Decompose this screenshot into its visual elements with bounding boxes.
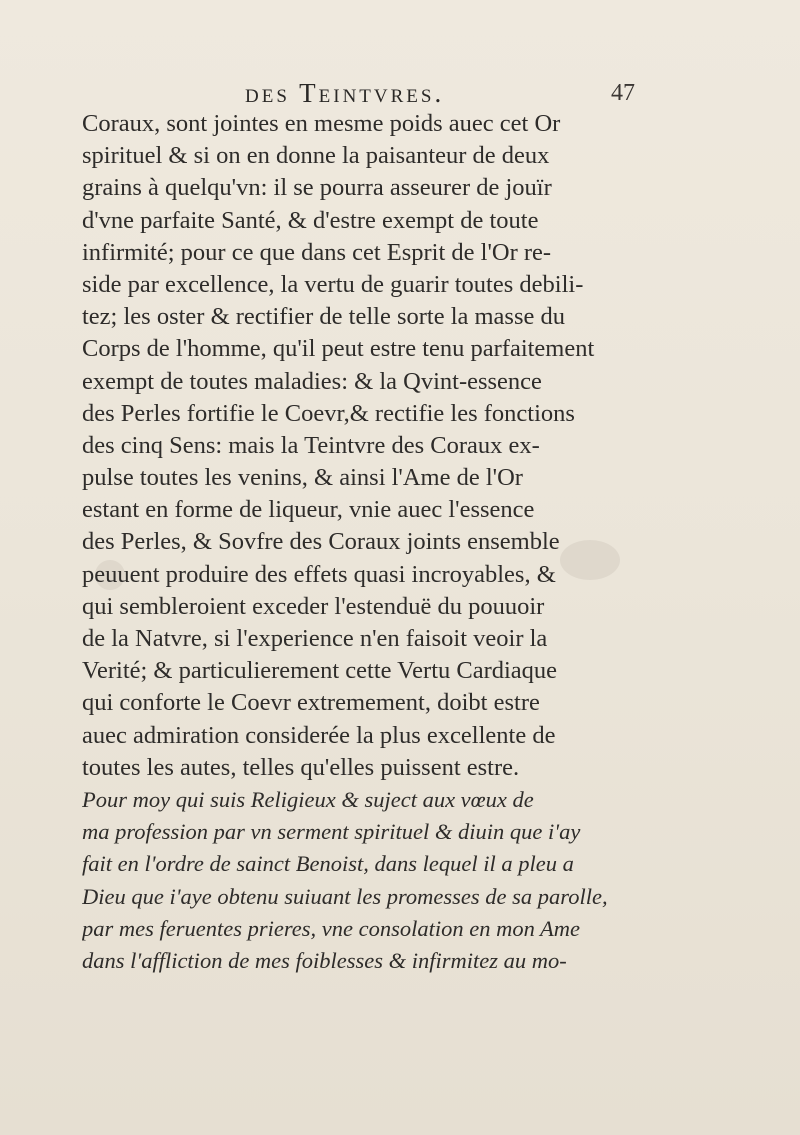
running-head: des Teintvres. bbox=[245, 78, 445, 108]
text-line: des Perles fortifie le Coevr,& rectifie les fonctions bbox=[82, 399, 575, 427]
text-line: Corps de l'homme, qu'il peut estre tenu parfaitement bbox=[82, 335, 595, 363]
text-line: infirmité; pour ce que dans cet Esprit de l'Or re- bbox=[82, 238, 552, 266]
text-line: toutes les autes, telles qu'elles puissent estre. bbox=[82, 753, 520, 781]
text-line: exempt de toutes maladies: & la Qvint-essence bbox=[82, 367, 542, 395]
text-line: grains à quelqu'vn: il se pourra asseurer de jouïr bbox=[82, 174, 552, 202]
text-line: des Perles, & Sovfre des Coraux joints ensemble bbox=[82, 528, 560, 556]
text-line: tez; les oster & rectifier de telle sorte la masse du bbox=[82, 303, 566, 331]
text-line: fait en l'ordre de sainct Benoist, dans lequel il a pleu a bbox=[82, 851, 574, 877]
body-text bbox=[82, 108, 628, 977]
text-line: side par excellence, la vertu de guarir toutes debili- bbox=[82, 270, 584, 298]
page-header bbox=[0, 78, 800, 108]
text-line: qui conforte le Coevr extremement, doibt estre bbox=[82, 689, 540, 717]
text-line: auec admiration considerée la plus excellente de bbox=[82, 721, 556, 749]
text-line: par mes feruentes prieres, vne consolation en mon Ame bbox=[82, 915, 581, 941]
text-line: Pour moy qui suis Religieux & suject aux vœux de bbox=[82, 786, 534, 812]
text-line: dans l'affliction de mes foiblesses & infirmitez au mo- bbox=[82, 947, 567, 973]
text-line: spirituel & si on en donne la paisanteur de deux bbox=[82, 142, 550, 170]
text-line: d'vne parfaite Santé, & d'estre exempt de toute bbox=[82, 206, 539, 234]
text-line: pulse toutes les venins, & ainsi l'Ame de l'Or bbox=[82, 464, 523, 492]
text-line: Coraux, sont jointes en mesme poids auec cet Or bbox=[82, 110, 561, 137]
text-line: Dieu que i'aye obtenu suiuant les promesses de sa parolle, bbox=[82, 883, 608, 909]
text-line: des cinq Sens: mais la Teintvre des Coraux ex- bbox=[82, 431, 540, 459]
text-line: qui sembleroient exceder l'estenduë du pouuoir bbox=[82, 592, 545, 620]
text-line: Verité; & particulierement cette Vertu Cardiaque bbox=[82, 657, 558, 685]
text-line: peuuent produire des effets quasi incroyables, & bbox=[82, 560, 556, 588]
page-number: 47 bbox=[611, 80, 635, 106]
text-line: de la Natvre, si l'experience n'en faisoit veoir la bbox=[82, 625, 548, 652]
text-line: estant en forme de liqueur, vnie auec l'essence bbox=[82, 496, 535, 524]
text-line: ma profession par vn serment spirituel & diuin que i'ay bbox=[82, 819, 581, 845]
